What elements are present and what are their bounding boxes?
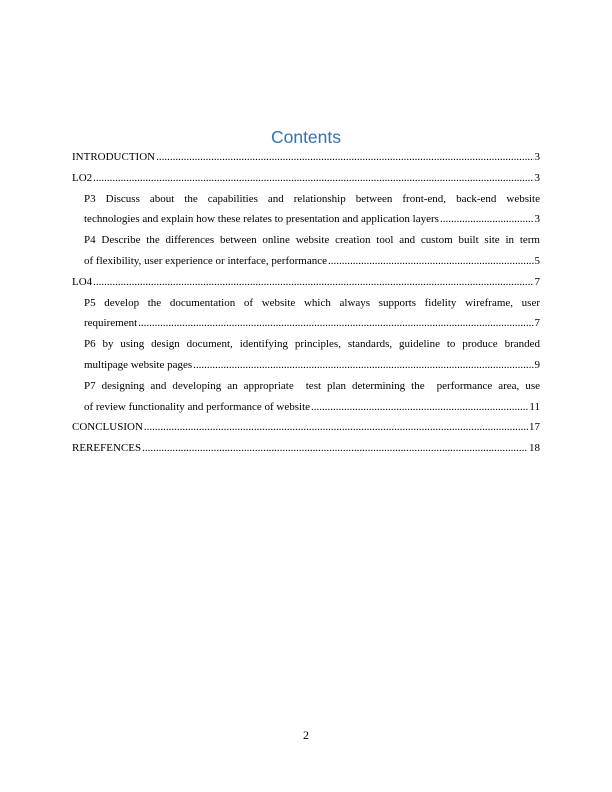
toc-leader-dots <box>156 147 533 168</box>
toc-page-number: 5 <box>534 254 540 267</box>
toc-entry-title-line: P7 designing and developing an appropriate test plan determining the performance area, use <box>84 379 540 392</box>
toc-leader-dots <box>93 272 533 293</box>
toc-page-number: 11 <box>529 400 540 413</box>
toc-entry-p5[interactable] <box>72 293 540 335</box>
toc-entry-title: of review functionality and performance of website <box>84 400 311 413</box>
toc-entry-lo4[interactable] <box>72 272 540 293</box>
toc-entry-title: INTRODUCTION <box>72 151 156 163</box>
toc-entry-conclusion[interactable] <box>72 417 540 438</box>
toc-entry-title: requirement <box>84 317 138 330</box>
toc-page-number: 17 <box>529 421 540 434</box>
toc-page-number: 3 <box>534 213 540 226</box>
toc-page-number: 7 <box>534 317 540 330</box>
toc-page-number: 7 <box>534 275 540 288</box>
page-number: 2 <box>303 728 309 742</box>
toc-page-number: 3 <box>534 151 540 163</box>
toc-leader-dots <box>142 438 528 459</box>
toc-page-number: 9 <box>534 358 540 371</box>
toc-entry-introduction[interactable] <box>72 147 540 168</box>
toc-leader-dots <box>311 397 528 418</box>
toc-entry-title-line: P3 Discuss about the capabilities and relationship between front-end, back-end website <box>84 192 540 205</box>
toc-page-number: 18 <box>529 442 540 455</box>
toc-leader-dots <box>193 355 533 376</box>
toc-entry-lo2[interactable] <box>72 168 540 189</box>
toc-entry-title: REREFENCES <box>72 442 142 455</box>
table-of-contents <box>72 147 540 459</box>
toc-leader-dots <box>440 209 534 230</box>
toc-entry-title: CONCLUSION <box>72 421 143 434</box>
toc-entry-p7[interactable] <box>72 376 540 418</box>
toc-entry-title-line: P5 develop the documentation of website which always supports fidelity wireframe, user <box>84 296 540 309</box>
toc-entry-title: of flexibility, user experience or interface, performance <box>84 254 327 267</box>
toc-entry-title-line: P4 Describe the differences between online website creation tool and custom built site in term <box>84 234 540 247</box>
toc-entry-title: LO2 <box>72 171 93 184</box>
toc-leader-dots <box>328 251 534 272</box>
toc-entry-p4[interactable] <box>72 230 540 272</box>
toc-entry-p6[interactable] <box>72 334 540 376</box>
toc-entry-title: multipage website pages <box>84 358 193 371</box>
toc-leader-dots <box>138 313 533 334</box>
toc-entry-title: technologies and explain how these relates to presentation and application layers <box>84 213 439 226</box>
toc-leader-dots <box>93 168 533 189</box>
toc-entry-p3[interactable] <box>72 189 540 231</box>
toc-leader-dots <box>144 417 528 438</box>
toc-heading: Contents <box>270 127 342 147</box>
toc-entry-title: LO4 <box>72 275 93 288</box>
toc-entry-title-line: P6 by using design document, identifying principles, standards, guideline to produce branded <box>84 338 540 351</box>
toc-entry-references[interactable] <box>72 438 540 459</box>
toc-page-number: 3 <box>534 171 540 184</box>
